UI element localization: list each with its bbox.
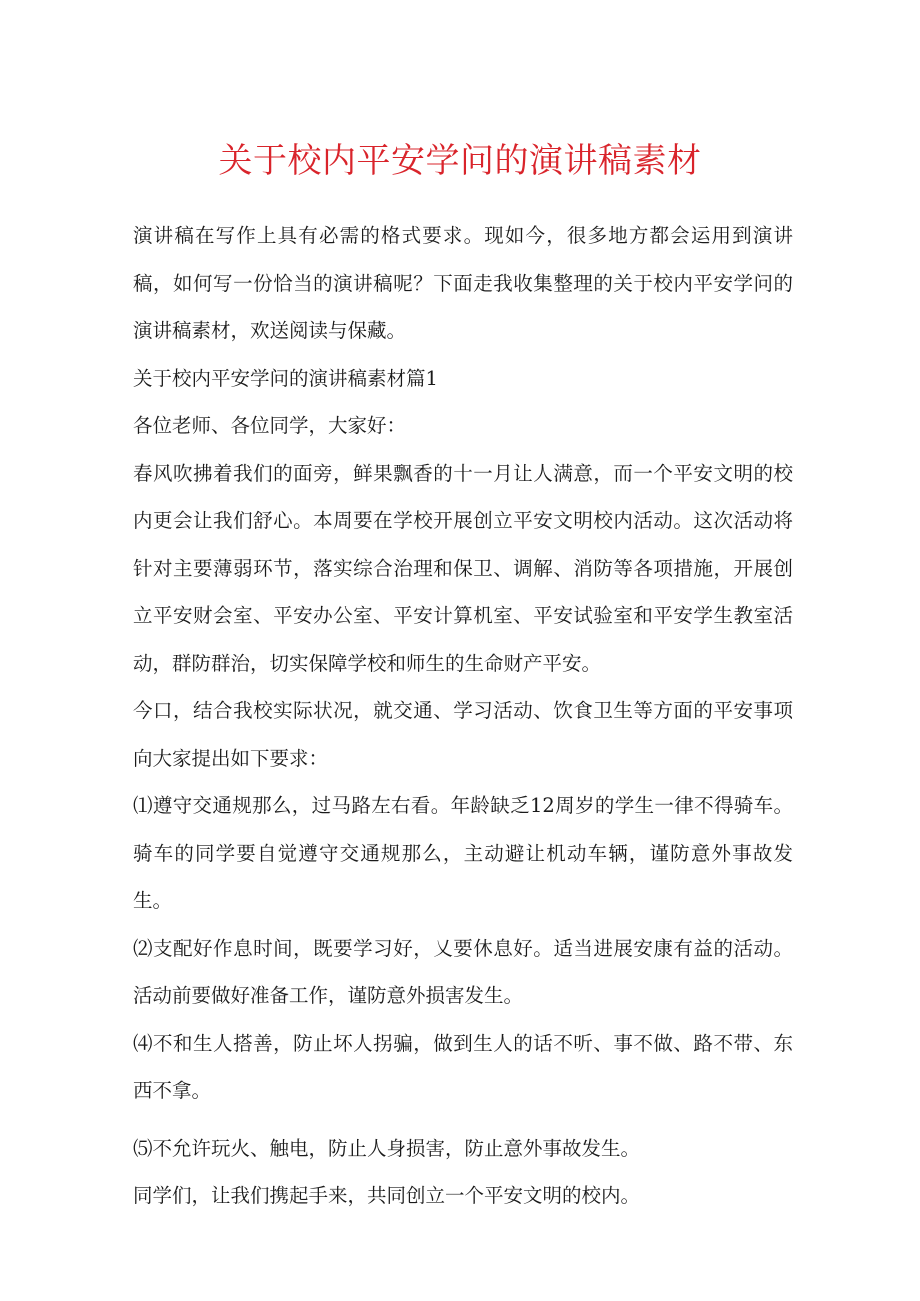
section-heading: 关于校内平安学问的演讲稿素材篇1 [133,366,438,390]
rule-item: ⑵支配好作息时间，既要学习好，乂要休息好。适当进展安康有益的活动。活动前要做好准备工作，谨防意外损害发生。 [133,936,793,1007]
rule-item: ⑷不和生人搭善，防止坏人拐骗，做到生人的话不听、事不做、路不带、东西不拿。 [133,1031,793,1102]
closing-paragraph: 同学们，让我们携起手来，共同创立一个平安文明的校内。 [133,1184,641,1207]
document-title: 关于校内平安学问的演讲稿素材 [218,141,702,181]
document-body [133,212,793,1220]
greeting-paragraph: 各位老师、各位同学，大家好： [133,414,407,437]
body-paragraph: 春风吹拂着我们的面旁，鲜果飘香的十一月让人满意，而一个平安文明的校内更会让我们舒心。本周要在学校开展创立平安文明校内活动。这次活动将针对主要薄弱环节，落实综合治理和保卫、调解、消防等各项措施，开展创立平安财会室、平安办公室、平安计算机室、平安试验室和平安学生教室活动，群防群治，切实保障学校和师生的生命财产平安。 [133,461,793,675]
intro-paragraph: 演讲稿在写作上具有必需的格式要求。现如今，很多地方都会运用到演讲稿，如何写一份恰当的演讲稿呢？下面走我收集整理的关于校内平安学问的演讲稿素材，欢送阅读与保藏。 [133,224,793,342]
rule-item: ⑸不允许玩火、触电，防止人身损害，防止意外事故发生。 [133,1136,641,1160]
body-paragraph: 今口，结合我校实际状况，就交通、学习活动、饮食卫生等方面的平安事项向大家提出如下要求： [133,699,793,770]
rule-item: ⑴遵守交通规那么，过马路左右看。年龄缺乏12周岁的学生一律不得骑车。骑车的同学要自觉遵守交通规那么，主动避让机动车辆，谨防意外事故发生。 [133,794,793,912]
